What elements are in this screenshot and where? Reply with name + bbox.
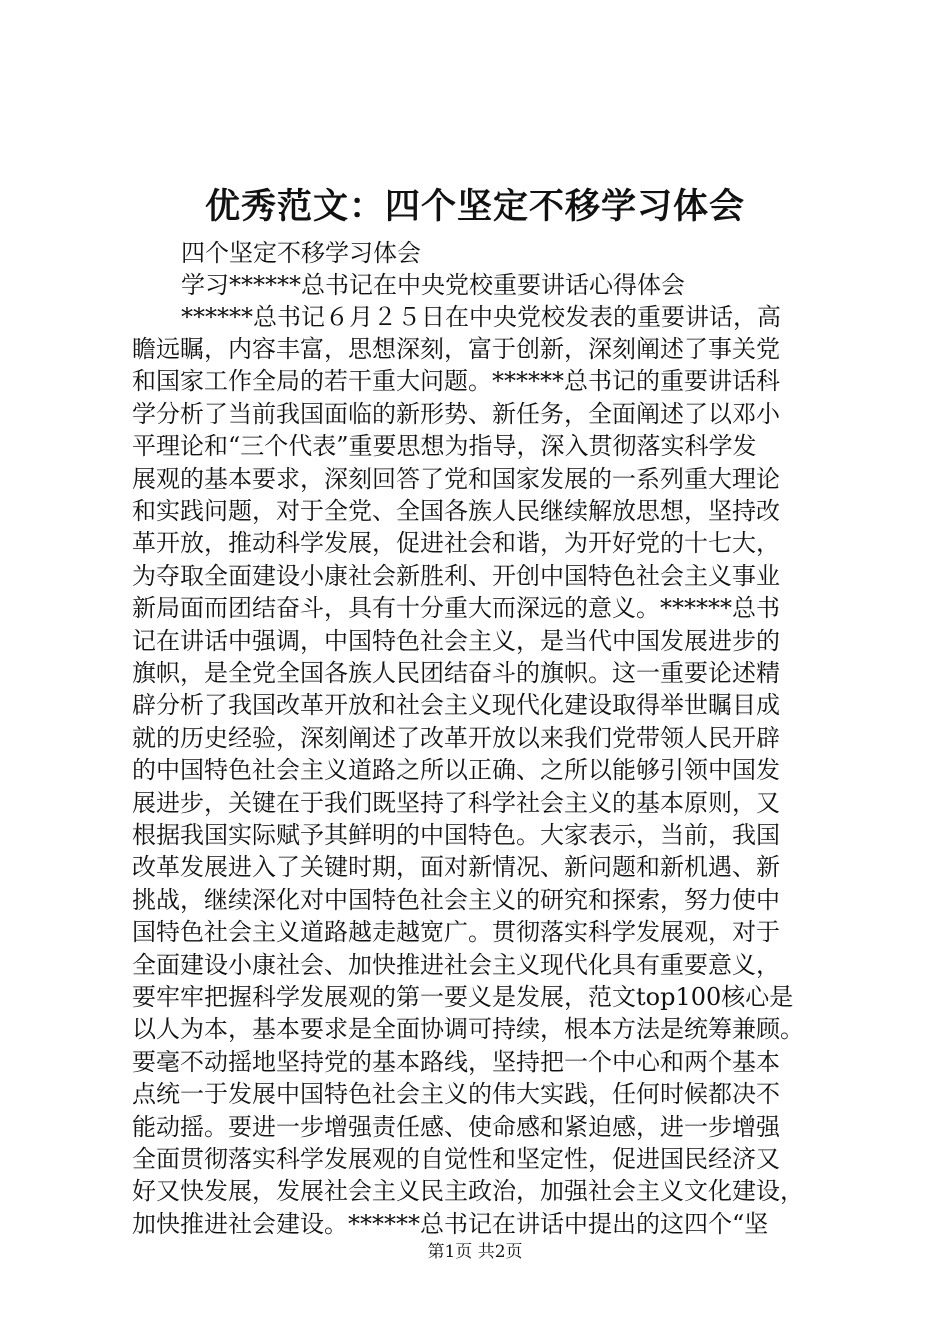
paragraph-line: 学分析了当前我国面临的新形势、新任务，全面阐述了以邓小 [132,399,780,428]
document-title: 优秀范文：四个坚定不移学习体会 [204,186,745,227]
paragraph-line: 和国家工作全局的若干重大问题。******总书记的重要讲话科 [132,367,780,396]
paragraph-line: 根据我国实际赋予其鲜明的中国特色。大家表示，当前，我国 [132,821,780,849]
paragraph-line: 改革发展进入了关键时期，面对新情况、新问题和新机遇、新 [132,853,780,882]
paragraph-line: 平理论和“三个代表”重要思想为指导，深入贯彻落实科学发 [132,432,757,461]
page-footer: 第1页 共2页 [427,1242,523,1262]
paragraph-line: 展进步，关键在于我们既坚持了科学社会主义的基本原则，又 [132,788,780,817]
paragraph-line: 和实践问题，对于全党、全国各族人民继续解放思想，坚持改 [132,497,780,525]
paragraph-line: 全面贯彻落实科学发展观的自觉性和坚定性，促进国民经济又 [132,1145,780,1173]
paragraph-line: 加快推进社会建设。******总书记在讲话中提出的这四个“坚 [132,1209,769,1238]
subtitle-line: 四个坚定不移学习体会 [181,239,421,267]
paragraph-line: 能动摇。要进一步增强责任感、使命感和紧迫感，进一步增强 [132,1112,780,1141]
paragraph-line: 为夺取全面建设小康社会新胜利、开创中国特色社会主义事业 [132,561,780,590]
paragraph-line: 展观的基本要求，深刻回答了党和国家发展的一系列重大理论 [132,464,780,493]
paragraph-line: 的中国特色社会主义道路之所以正确、之所以能够引领中国发 [132,756,780,785]
paragraph-line: 瞻远瞩，内容丰富，思想深刻，富于创新，深刻阐述了事关党 [132,335,780,363]
paragraph-line: 要牢牢把握科学发展观的第一要义是发展，范文top100核心是 [132,983,794,1011]
paragraph-line: 好又快发展，发展社会主义民主政治，加强社会主义文化建设， [132,1177,804,1206]
paragraph-line: 就的历史经验，深刻阐述了改革开放以来我们党带领人民开辟 [132,723,780,752]
paragraph-line: 新局面而团结奋斗，具有十分重大而深远的意义。******总书 [132,594,780,623]
paragraph-line: 革开放，推动科学发展，促进社会和谐，为开好党的十七大， [132,529,780,558]
subtitle-line: 学习******总书记在中央党校重要讲话心得体会 [181,271,685,299]
paragraph-line: 旗帜，是全党全国各族人民团结奋斗的旗帜。这一重要论述精 [132,659,780,687]
paragraph-first-line: ******总书记６月２５日在中央党校发表的重要讲话，高 [181,303,781,331]
paragraph-line: 辟分析了我国改革开放和社会主义现代化建设取得举世瞩目成 [132,691,780,720]
paragraph-line: 点统一于发展中国特色社会主义的伟大实践，任何时候都决不 [132,1080,780,1109]
paragraph-line: 国特色社会主义道路越走越宽广。贯彻落实科学发展观，对于 [132,918,780,947]
paragraph-line: 以人为本，基本要求是全面协调可持续，根本方法是统筹兼顾。 [132,1015,804,1044]
paragraph-line: 挑战，继续深化对中国特色社会主义的研究和探索，努力使中 [132,885,780,914]
paragraph-line: 记在讲话中强调，中国特色社会主义，是当代中国发展进步的 [132,626,780,655]
paragraph-line: 要毫不动摇地坚持党的基本路线，坚持把一个中心和两个基本 [132,1047,780,1076]
paragraph-line: 全面建设小康社会、加快推进社会主义现代化具有重要意义， [132,950,780,979]
